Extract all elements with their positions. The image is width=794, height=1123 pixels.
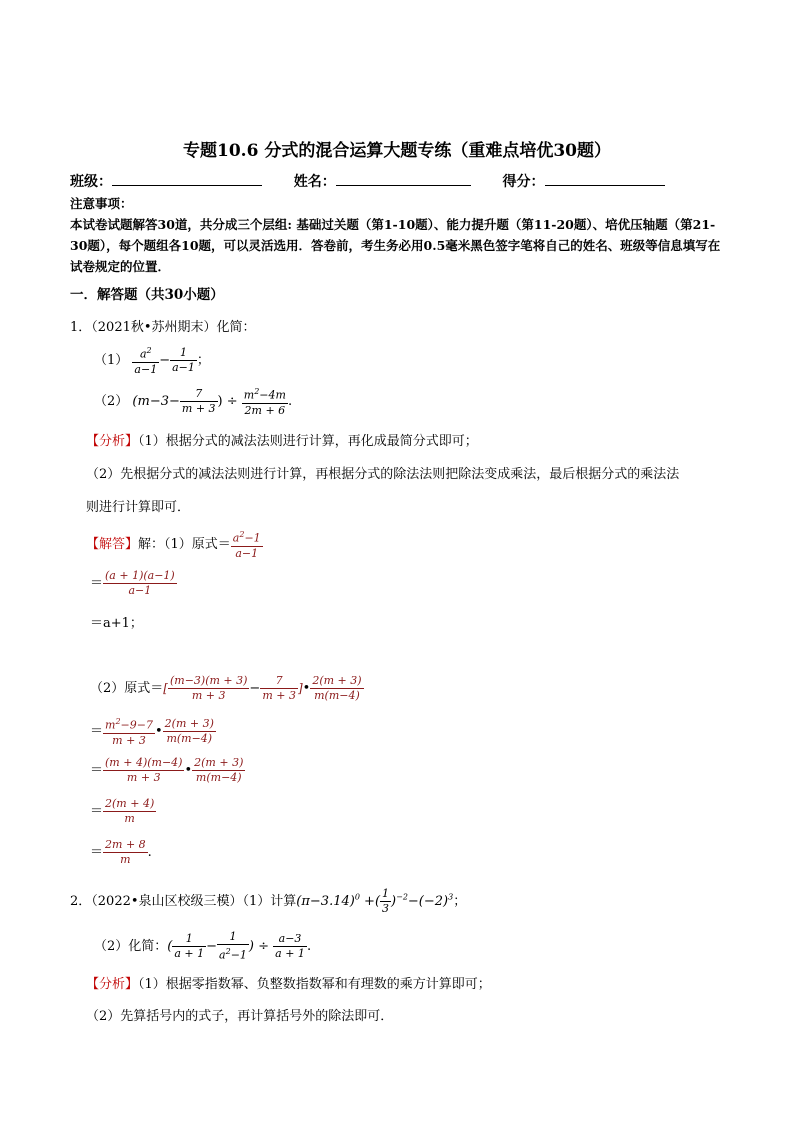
- q1-part1: （1） $\frac{a^2}{a-1}$ − $\frac{1}{a-1}$ ；: [94, 345, 210, 376]
- q1-answer-result1: ＝a+1；: [90, 616, 143, 631]
- formula: )$^{-2}-(-2)^3$: [391, 892, 454, 909]
- q2-part2-label: （2）化简：: [94, 938, 168, 954]
- q1-analysis-line3: 则进行计算即可．: [86, 500, 191, 515]
- notes-heading: 注意事项：: [70, 196, 133, 211]
- formula: $\frac{7}{m + 3}$: [181, 386, 216, 415]
- formula: $\frac{2(m + 3)}{m(m-4)}$: [194, 756, 244, 784]
- formula: $\frac{a^2-1}{a-1}$: [232, 530, 261, 560]
- q1-part2: （2） (m−3− $\frac{7}{m + 3}$ ) ÷ $\frac{m^2-4m}{2m + 6}$ .: [94, 386, 293, 417]
- analysis-tag: 【分析】: [86, 977, 139, 992]
- notes-body: 本试卷试题解答30道，共分成三个层组: 基础过关题（第1-10题）、能力提升题（第11-20题）、培优压轴题（第21-30题），每个题组各10题，可以灵活选用．答卷前，考生务必用0.5毫米黑色签字笔将自己的姓名、班级等信息填写在试卷规定的位置．: [70, 217, 721, 274]
- student-info-row: [70, 171, 665, 191]
- score-field[interactable]: [545, 171, 665, 186]
- name-field[interactable]: [336, 171, 471, 186]
- q1-answer2-line1: （2）原式＝[ $\frac{(m-3)(m + 3)}{m + 3}$ − $\frac{7}{m + 3}$ ]• $\frac{2(m + 3)}{m(m-4)}$: [90, 674, 362, 702]
- q1-answer2-line2: ＝ $\frac{m^2-9-7}{m + 3}$ • $\frac{2(m + 3)}{m(m-4)}$: [90, 716, 214, 747]
- q2-part2: （2）化简：( $\frac{1}{a + 1}$ − $\frac{1}{a^2-1}$ ) ÷ $\frac{a-3}{a + 1}$ .: [94, 930, 312, 962]
- name-label: 姓名：: [293, 174, 336, 190]
- formula: ) ÷: [248, 938, 274, 954]
- analysis-tag: 【分析】: [86, 434, 139, 449]
- formula: [: [163, 681, 168, 695]
- formula: $\frac{(a + 1)(a-1)}{a-1}$: [105, 569, 175, 597]
- q2-analysis-line2: （2）先算括号内的式子，再计算括号外的除法即可．: [86, 1009, 394, 1024]
- class-label: 班级：: [70, 174, 112, 190]
- equals: ＝: [90, 763, 104, 778]
- formula: (: [167, 938, 173, 954]
- formula: (m−3−: [132, 393, 180, 409]
- formula: $\frac{2(m + 3)}{m(m-4)}$: [164, 716, 214, 745]
- class-field[interactable]: [112, 171, 262, 186]
- q1-answer-line1: [86, 528, 263, 561]
- q1-part2-label: （2）: [94, 393, 129, 409]
- q1-answer2-line3: ＝ $\frac{(m + 4)(m-4)}{m + 3}$ • $\frac{2(m + 3)}{m(m-4)}$: [90, 756, 244, 784]
- formula: $\frac{m^2-9-7}{m + 3}$: [105, 717, 153, 747]
- q1-answer2-line5: ＝ $\frac{2m + 8}{m}$ .: [90, 838, 152, 866]
- formula: $\frac{2(m + 3)}{m(m-4)}$: [312, 674, 362, 702]
- q1-analysis-line1: [86, 430, 478, 449]
- q1-analysis-line2: （2）先根据分式的减法法则进行计算，再根据分式的除法法则把除法变成乘法，最后根据分式的乘法法: [86, 467, 680, 482]
- q1-heading: 1．（2021秋•苏州期末）化简：: [70, 320, 256, 335]
- q2-analysis-line1: [86, 973, 491, 992]
- formula: $\frac{a-3}{a + 1}$: [275, 931, 305, 960]
- formula: $\frac{1}{a + 1}$: [174, 931, 205, 960]
- formula: ]: [297, 681, 303, 695]
- equals: ＝: [90, 576, 104, 591]
- formula: $\frac{1}{a-1}$: [172, 345, 195, 374]
- formula: $\frac{1}{3}$: [382, 887, 390, 915]
- formula: $\frac{a^2}{a-1}$: [134, 346, 158, 376]
- formula: $\frac{1}{a^2-1}$: [219, 930, 247, 962]
- q2-heading-text: 2．（2022•泉山区校级三模）（1）计算: [70, 894, 297, 909]
- q1-part1-label: （1）: [94, 352, 129, 368]
- analysis-text: （1）根据分式的减法法则进行计算，再化成最简分式即可；: [138, 434, 478, 449]
- formula: $\frac{(m-3)(m + 3)}{m + 3}$: [169, 674, 248, 702]
- formula: $\frac{m^2-4m}{2m + 6}$: [243, 387, 286, 417]
- answer-text: （2）原式＝: [90, 681, 164, 696]
- equals: ＝: [90, 845, 104, 860]
- formula: $\frac{7}{m + 3}$: [262, 674, 296, 702]
- section-heading: 一．解答题（共30小题）: [70, 287, 224, 303]
- q1-answer2-line4: [90, 797, 156, 826]
- page-title: 专题10.6 分式的混合运算大题专练（重难点培优30题）: [183, 141, 611, 161]
- q2-heading: 2．（2022•泉山区校级三模）（1）计算$(\pi-3.14)^0$ +( $\frac{1}{3}$ )$^{-2}-(-2)^3$；: [70, 887, 467, 915]
- formula: $\frac{(m + 4)(m-4)}{m + 3}$: [105, 756, 183, 784]
- q1-answer-line2: [90, 569, 177, 598]
- formula: $\frac{2m + 8}{m}$: [105, 838, 146, 866]
- formula: $\frac{2(m + 4)}{m}$: [105, 797, 155, 825]
- answer-tag: 【解答】: [86, 536, 139, 552]
- score-label: 得分：: [502, 174, 545, 190]
- notes-block: [70, 193, 730, 277]
- equals: ＝: [90, 804, 104, 819]
- answer-text: 解：（1）原式＝: [138, 536, 231, 552]
- formula: $(\pi-3.14)^0$ +(: [296, 892, 381, 909]
- equals: ＝: [90, 723, 104, 739]
- analysis-text: （1）根据零指数幂、负整数指数幂和有理数的乘方计算即可；: [138, 977, 491, 992]
